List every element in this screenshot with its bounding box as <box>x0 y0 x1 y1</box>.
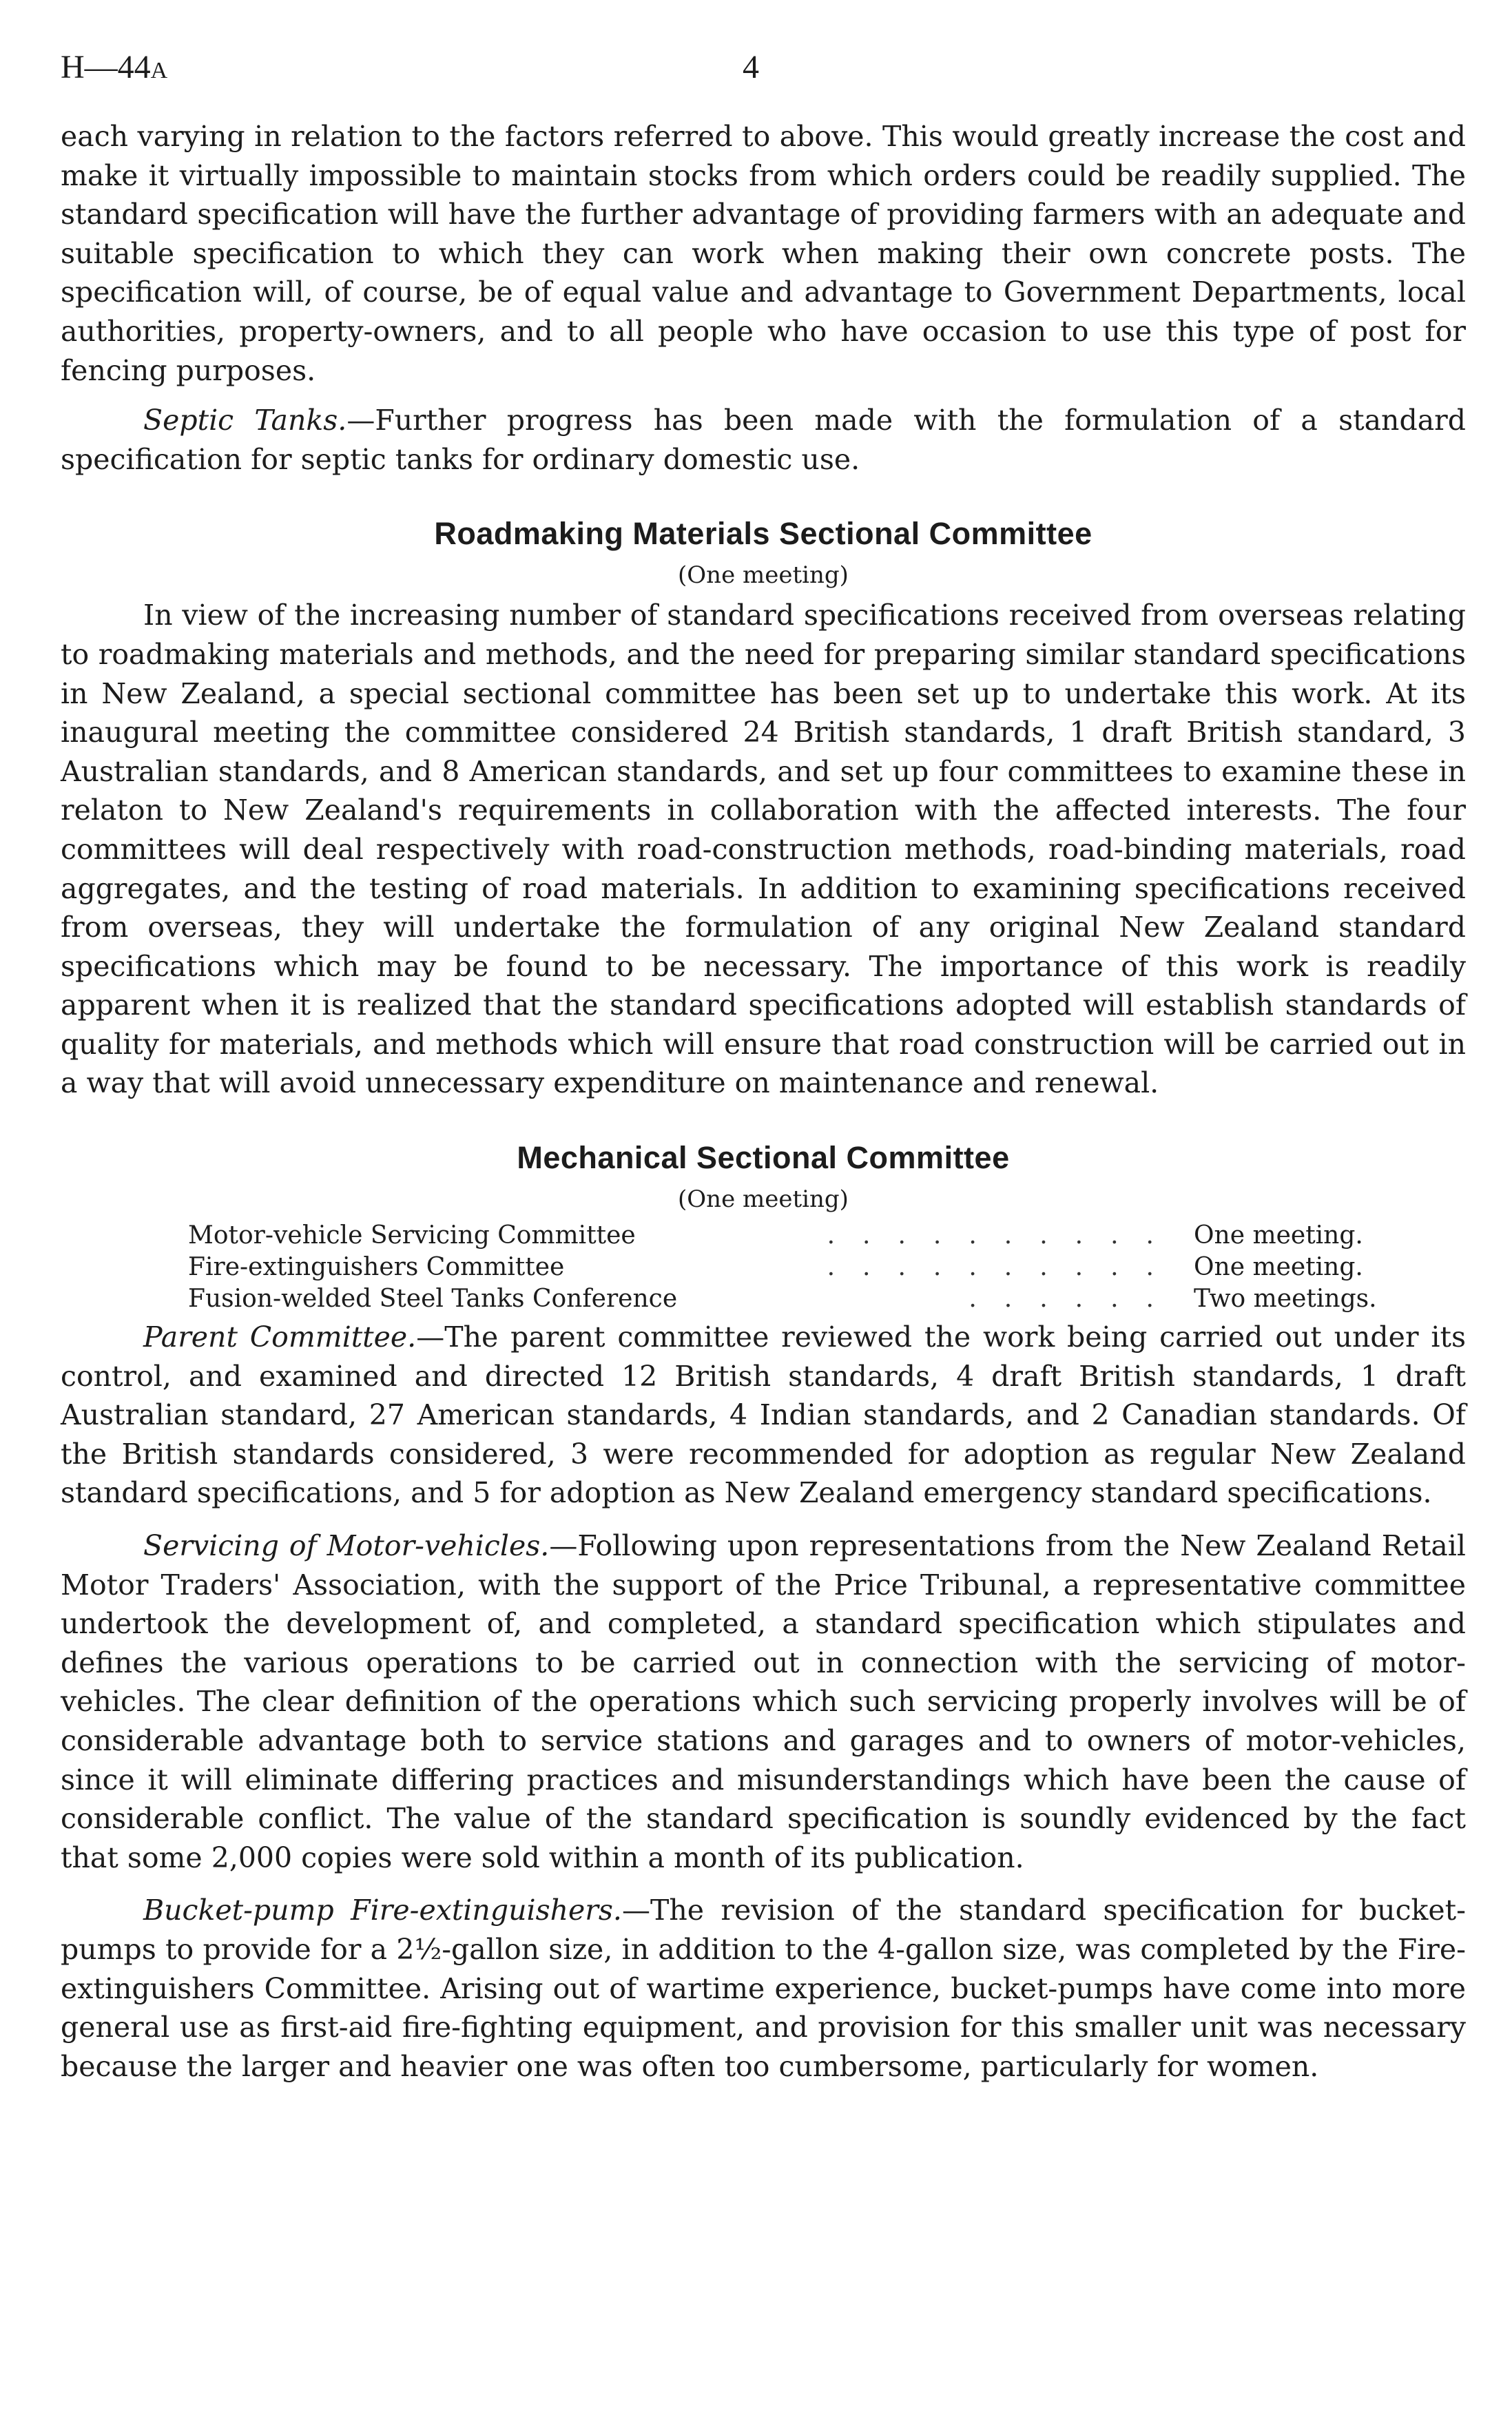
parent-committee-paragraph: Parent Committee.—The parent committee reviewed the work being carried out under its control, and examined and directed 12 British standards, 4 draft British standards, 1 draft Australian standard, 27 American standards, 4 Indian standards, and 2 Canadian standards. Of the British standards considered, 3 were recommended for adoption as regular New Zealand standard specifications, and 5 for adoption as New Zealand emergency standard specifications. <box>61 1320 1467 1510</box>
subcommittee-row: Fire-extinguishers Committee .......... One meeting. <box>188 1253 1363 1282</box>
bucket-pump-lead: Bucket-pump Fire-extinguishers. <box>143 1894 622 1927</box>
subcommittee-row: Motor-vehicle Servicing Committee .......... One meeting. <box>188 1221 1363 1250</box>
intro-paragraph: each varying in relation to the factors referred to above. This would greatly increase the cost and make it virtually impossible to maintain stocks from which orders could be readily supplied. The standard specification will have the further advantage of providing farmers with an adequate and suitable specification to which they can work when making their own concrete posts. The specification will, of course, be of equal value and advantage to Government Departments, local authorities, property-owners, and to all people who have occasion to use this type of post for fencing purposes. <box>61 120 1466 387</box>
servicing-paragraph: Servicing of Motor-vehicles.—Following upon representations from the New Zealand Retail Motor Traders' Association, with the support of the Price Tribunal, a representative committee undertook the development of, and completed, a standard specification which stipulates and defines the various operations to be carried out in connection with the servicing of motor-vehicles. The clear definition of the operations which such servicing properly involves will be of considerable advantage both to service stations and garages and to owners of motor-vehicles, since it will eliminate differing practices and misunderstandings which have been the cause of considerable conflict. The value of the standard specification is soundly evidenced by the fact that some 2,000 copies were sold within a month of its publication. <box>61 1529 1466 1874</box>
gallon-size: 2½ <box>396 1932 442 1966</box>
page-number: 4 <box>743 49 759 85</box>
mechanical-section <box>61 1139 1466 2086</box>
roadmaking-meetings: (One meeting) <box>678 561 849 590</box>
roadmaking-section <box>61 515 1466 1103</box>
mechanical-heading: Mechanical Sectional Committee <box>517 1140 1010 1176</box>
roadmaking-heading: Roadmaking Materials Sectional Committee <box>434 516 1092 552</box>
page-header <box>61 48 1466 117</box>
document-page <box>61 48 1466 2086</box>
mechanical-meetings: (One meeting) <box>678 1185 849 1214</box>
septic-tanks-paragraph: Septic Tanks.—Further progress has been made with the formulation of a standard specification for septic tanks for ordinary domestic use. <box>61 404 1466 476</box>
servicing-lead: Servicing of Motor-vehicles. <box>143 1529 550 1563</box>
subcommittee-row: Fusion-welded Steel Tanks Conference ...... Two meetings. <box>188 1285 1377 1314</box>
roadmaking-paragraph: In view of the increasing number of standard specifications received from overseas relating to roadmaking materials and methods, and the need for preparing similar standard specifications in New Zealand, a special sectional committee has been set up to undertake this work. At its inaugural meeting the committee considered 24 British standards, 1 draft British standard, 3 Australian standards, and 8 American standards, and set up four committees to examine these in relaton to New Zealand's requirements in collaboration with the affected interests. The four committees will deal respectively with road-construction methods, road-binding materials, road aggregates, and the testing of road materials. In addition to examining specifications received from overseas, they will undertake the formulation of any original New Zealand standard specifications which may be found to be necessary. The importance of this work is readily apparent when it is realized that the standard specifications adopted will establish standards of quality for materials, and methods which will ensure that road construction will be carried out in a way that will avoid unnecessary expenditure on maintenance and renewal. <box>61 599 1466 1100</box>
subcommittee-list <box>188 1220 1380 1315</box>
parent-committee-lead: Parent Committee. <box>143 1320 417 1354</box>
bucket-pump-paragraph: Bucket-pump Fire-extinguishers.—The revision of the standard specification for bucket-pumps to provide for a 2½-gallon size, in addition to the 4-gallon size, was completed by the Fire-extinguishers Committee. Arising out of wartime experience, bucket-pumps have come into more general use as first-aid fire-fighting equipment, and provision for this smaller unit was necessary because the larger and heavier one was often too cumbersome, particularly for women. <box>61 1894 1466 2083</box>
document-reference: H—44A <box>61 49 168 85</box>
septic-tanks-lead: Septic Tanks. <box>143 404 347 437</box>
